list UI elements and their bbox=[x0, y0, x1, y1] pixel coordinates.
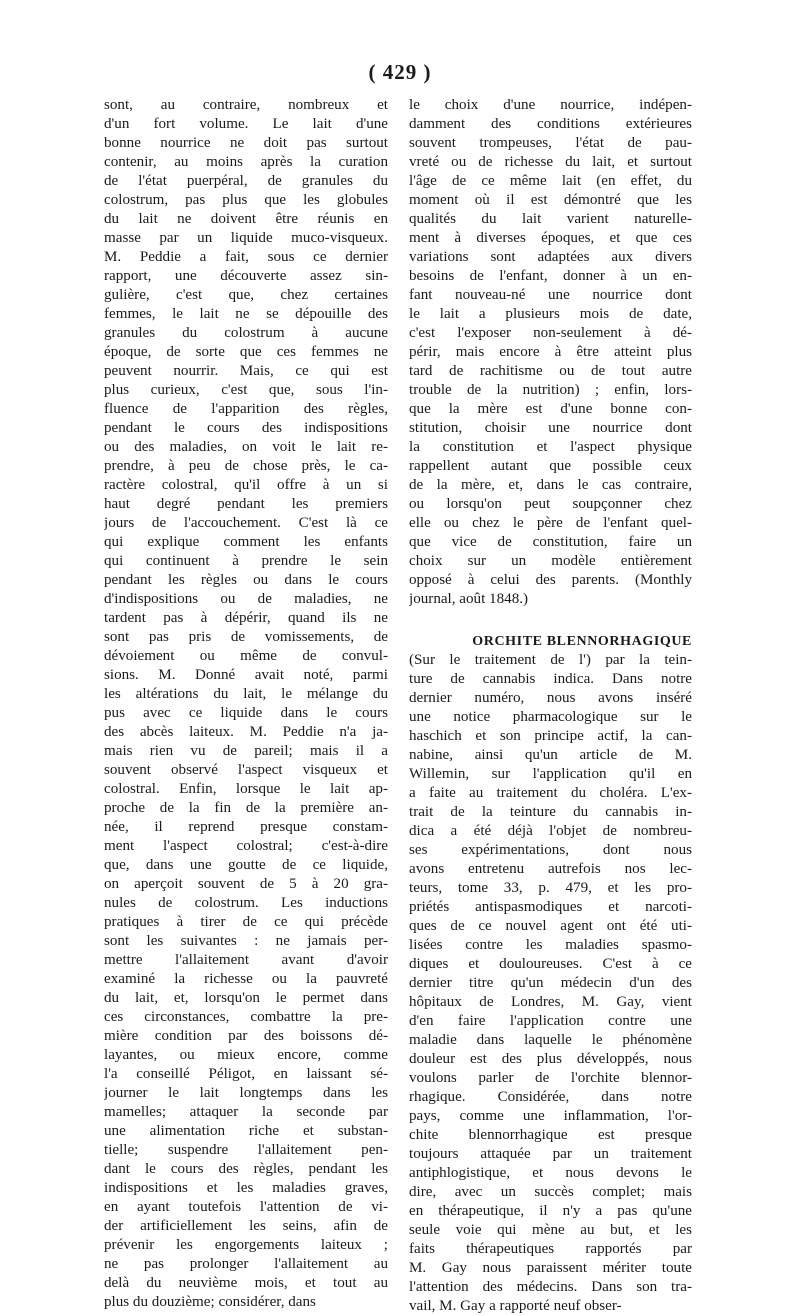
left-column-line: layantes, ou mieux encore, comme bbox=[104, 1047, 388, 1063]
left-column-line: tardent pas à dépérir, quand ils ne bbox=[104, 610, 388, 626]
right-column-line: variations sont adaptées aux divers bbox=[409, 249, 692, 265]
right-column-line: d'en faire l'application contre une bbox=[409, 1013, 692, 1029]
left-column-line: mettre l'allaitement avant d'avoir bbox=[104, 952, 388, 968]
section-heading: ORCHITE BLENNORHAGIQUE bbox=[472, 634, 692, 649]
left-column-line: M. Peddie a fait, sous ce dernier bbox=[104, 249, 388, 265]
right-column-line: diques et douloureuses. C'est à ce bbox=[409, 956, 692, 972]
left-column-line: ment l'aspect colostral; c'est-à-dire bbox=[104, 838, 388, 854]
left-column-line: examiné la richesse ou la pauvreté bbox=[104, 971, 388, 987]
right-column-line: qualités du lait varient naturelle- bbox=[409, 211, 692, 227]
left-column-line: ractère colostral, qu'il offre à un si bbox=[104, 477, 388, 493]
left-column-line: nules de colostrum. Les inductions bbox=[104, 895, 388, 911]
left-column-line: tielle; suspendre l'allaitement pen- bbox=[104, 1142, 388, 1158]
right-column-line: tard de rachitisme ou de tout autre bbox=[409, 363, 692, 379]
right-column-line: la constitution et l'aspect physique bbox=[409, 439, 692, 455]
left-column-line: époque, de sorte que ces femmes ne bbox=[104, 344, 388, 360]
right-column-line: opposé à celui des parents. (Monthly bbox=[409, 572, 692, 588]
right-column-line: rhagique. Considérée, dans notre bbox=[409, 1089, 692, 1105]
right-column-line: souvent trompeuses, l'état de pau- bbox=[409, 135, 692, 151]
right-column-line: elle ou chez le père de l'enfant quel- bbox=[409, 515, 692, 531]
right-column-line: voulons parler de l'orchite blennor- bbox=[409, 1070, 692, 1086]
left-column-line: sont les suivantes : ne jamais per- bbox=[104, 933, 388, 949]
right-column-line: rappellent autant que possible ceux bbox=[409, 458, 692, 474]
right-column-line: ment à diverses époques, et que ces bbox=[409, 230, 692, 246]
left-column-line: pratiques à tirer de ce qui précède bbox=[104, 914, 388, 930]
left-column-line: des abcès laiteux. M. Peddie n'a ja- bbox=[104, 724, 388, 740]
left-column-line: sont pas pris de vomissements, de bbox=[104, 629, 388, 645]
right-column-line: dernier titre qu'un médecin d'un des bbox=[409, 975, 692, 991]
right-column-line: trait de la teinture du cannabis in- bbox=[409, 804, 692, 820]
left-column-line: on aperçoit souvent de 5 à 20 gra- bbox=[104, 876, 388, 892]
left-column-line: colostrum, pas plus que les globules bbox=[104, 192, 388, 208]
right-column-line: en thérapeutique, il n'y a pas qu'une bbox=[409, 1203, 692, 1219]
right-column-line: antiphlogistique, et nous devons le bbox=[409, 1165, 692, 1181]
left-column-line: haut degré pendant les premiers bbox=[104, 496, 388, 512]
left-column-line: indispositions et les maladies graves, bbox=[104, 1180, 388, 1196]
right-column bbox=[409, 96, 692, 1316]
right-column-line: damment des conditions extérieures bbox=[409, 116, 692, 132]
right-column-line: haschich et son principe actif, la can- bbox=[409, 728, 692, 744]
left-column-line: l'a conseillé Péligot, en laissant sé- bbox=[104, 1066, 388, 1082]
left-column-line: souvent observé l'aspect visqueux et bbox=[104, 762, 388, 778]
right-column-line: seule voie qui mène au but, et les bbox=[409, 1222, 692, 1238]
right-column-line: que vice de constitution, faire un bbox=[409, 534, 692, 550]
left-column-line: d'un fort volume. Le lait d'une bbox=[104, 116, 388, 132]
right-column-line: de la mère, et, dans le cas contraire, bbox=[409, 477, 692, 493]
right-column-line: que la mère est d'une bonne con- bbox=[409, 401, 692, 417]
right-column-line: chite blennorrhagique est presque bbox=[409, 1127, 692, 1143]
left-column-line: delà du neuvième mois, et tout au bbox=[104, 1275, 388, 1291]
left-column-line: pus avec ce liquide dans le cours bbox=[104, 705, 388, 721]
right-column-line: faits thérapeutiques rapportés par bbox=[409, 1241, 692, 1257]
left-column-line: proche de la fin de la première an- bbox=[104, 800, 388, 816]
section-gap bbox=[409, 609, 692, 632]
left-column-line: du lait, et, lorsqu'on le permet dans bbox=[104, 990, 388, 1006]
left-column-line: gulière, c'est que, chez certaines bbox=[104, 287, 388, 303]
left-column-line: der artificiellement les seins, afin de bbox=[104, 1218, 388, 1234]
right-column-line: (Sur le traitement de l') par la tein- bbox=[409, 652, 692, 668]
right-column-line: dernier numéro, nous avons inséré bbox=[409, 690, 692, 706]
right-column-line: trouble de la nutrition) ; enfin, lors- bbox=[409, 382, 692, 398]
right-column-part-2 bbox=[409, 651, 692, 1316]
right-column-line: le choix d'une nourrice, indépen- bbox=[409, 97, 692, 113]
left-column-line: masse par un liquide muco-visqueux. bbox=[104, 230, 388, 246]
right-column-line: priétés antispasmodiques et narcoti- bbox=[409, 899, 692, 915]
right-column-line: vail, M. Gay a rapporté neuf obser- bbox=[409, 1298, 622, 1314]
left-column-line: granules du colostrum à aucune bbox=[104, 325, 388, 341]
right-column-part-1 bbox=[409, 96, 692, 609]
left-column-line: sions. M. Donné avait noté, parmi bbox=[104, 667, 388, 683]
right-column-line: avons entretenu autrefois nos lec- bbox=[409, 861, 692, 877]
left-column-line: qui continuent à prendre le sein bbox=[104, 553, 388, 569]
left-column-line: journer le lait longtemps dans les bbox=[104, 1085, 388, 1101]
right-column-line: ou lorsqu'on peut soupçonner chez bbox=[409, 496, 692, 512]
right-column-line: une notice pharmacologique sur le bbox=[409, 709, 692, 725]
right-column-line: vreté ou de richesse du lait, et surtout bbox=[409, 154, 692, 170]
left-column-line: prendre, à peu de chose près, le ca- bbox=[104, 458, 388, 474]
right-column-line: ture de cannabis indica. Dans notre bbox=[409, 671, 692, 687]
right-column-line: toujours attaquée par un traitement bbox=[409, 1146, 692, 1162]
left-column-line: née, il reprend presque constam- bbox=[104, 819, 388, 835]
right-column-line: M. Gay nous paraissent mériter toute bbox=[409, 1260, 692, 1276]
left-column-line: ou des maladies, on voit le lait re- bbox=[104, 439, 388, 455]
right-column-line: journal, août 1848.) bbox=[409, 591, 529, 607]
right-column-line: pays, comme une inflammation, l'or- bbox=[409, 1108, 692, 1124]
left-column bbox=[104, 96, 388, 1312]
left-column-line: les altérations du lait, le mélange du bbox=[104, 686, 388, 702]
left-column-line: dant le cours des règles, pendant les bbox=[104, 1161, 388, 1177]
left-column-line: qui explique comment les enfants bbox=[104, 534, 388, 550]
right-column-line: stitution, choisir une nourrice dont bbox=[409, 420, 692, 436]
right-column-line: l'attention des médecins. Dans son tra- bbox=[409, 1279, 692, 1295]
right-column-line: moment où il est démontré que les bbox=[409, 192, 692, 208]
right-column-line: ques de ce nouvel agent ont été uti- bbox=[409, 918, 692, 934]
right-column-line: dire, avec un succès complet; mais bbox=[409, 1184, 692, 1200]
right-column-line: ses expérimentations, dont nous bbox=[409, 842, 692, 858]
left-column-line: prévenir les engorgements laiteux ; bbox=[104, 1237, 388, 1253]
left-column-line: mamelles; attaquer la seconde par bbox=[104, 1104, 388, 1120]
left-column-line: sont, au contraire, nombreux et bbox=[104, 97, 388, 113]
right-column-line: c'est l'exposer non-seulement à dé- bbox=[409, 325, 692, 341]
left-column-line: plus curieux, c'est que, sous l'in- bbox=[104, 382, 388, 398]
left-column-line: pendant les règles ou dans le cours bbox=[104, 572, 388, 588]
right-column-line: besoins de l'enfant, donner à un en- bbox=[409, 268, 692, 284]
right-column-line: lisées contre les maladies spasmo- bbox=[409, 937, 692, 953]
left-column-line: ne pas prolonger l'allaitement au bbox=[104, 1256, 388, 1272]
left-column-line: que, dans une goutte de ce liquide, bbox=[104, 857, 388, 873]
left-column-line: femmes, le lait ne se dépouille des bbox=[104, 306, 388, 322]
right-column-line: teurs, tome 33, p. 479, et les pro- bbox=[409, 880, 692, 896]
left-column-line: une alimentation riche et substan- bbox=[104, 1123, 388, 1139]
left-column-line: rapport, une découverte assez sin- bbox=[104, 268, 388, 284]
right-column-line: l'âge de ce même lait (en effet, du bbox=[409, 173, 692, 189]
left-column-line: peuvent nourrir. Mais, ce qui est bbox=[104, 363, 388, 379]
left-column-line: colostral. Enfin, lorsque le lait ap- bbox=[104, 781, 388, 797]
right-column-line: nabine, ainsi qu'un article de M. bbox=[409, 747, 692, 763]
left-column-line: fluence de l'apparition des règles, bbox=[104, 401, 388, 417]
right-column-line: dica a été déjà l'objet de nombreu- bbox=[409, 823, 692, 839]
left-column-line: mais rien vu de pareil; mais il a bbox=[104, 743, 388, 759]
page-number: ( 429 ) bbox=[368, 60, 432, 84]
right-column-line: maladie dans laquelle le phénomène bbox=[409, 1032, 692, 1048]
left-column-line: pendant le cours des indispositions bbox=[104, 420, 388, 436]
right-column-line: fant nouveau-né une nourrice dont bbox=[409, 287, 692, 303]
left-column-line: d'indispositions ou de maladies, ne bbox=[104, 591, 388, 607]
right-column-line: le lait a plusieurs mois de date, bbox=[409, 306, 692, 322]
left-column-line: en ayant toutefois l'attention de vi- bbox=[104, 1199, 388, 1215]
right-column-line: périr, mais encore à être atteint plus bbox=[409, 344, 692, 360]
left-column-line: contenir, au moins après la curation bbox=[104, 154, 388, 170]
left-column-line: mière condition par des boissons dé- bbox=[104, 1028, 388, 1044]
right-column-line: douleur est des plus développés, nous bbox=[409, 1051, 692, 1067]
right-column-line: choix sur un modèle entièrement bbox=[409, 553, 692, 569]
right-column-line: Willemin, sur l'application qu'il en bbox=[409, 766, 692, 782]
left-column-line: plus du douzième; considérer, dans bbox=[104, 1294, 316, 1310]
left-column-line: de l'état puerpéral, de granules du bbox=[104, 173, 388, 189]
left-column-line: ces circonstances, combattre la pre- bbox=[104, 1009, 388, 1025]
left-column-line: dévoiement ou même de convul- bbox=[104, 648, 388, 664]
left-column-line: jours de l'accouchement. C'est là ce bbox=[104, 515, 388, 531]
left-column-line: bonne nourrice ne doit pas surtout bbox=[104, 135, 388, 151]
right-column-line: a faite au traitement du choléra. L'ex- bbox=[409, 785, 692, 801]
left-column-line: du lait ne doivent être réunis en bbox=[104, 211, 388, 227]
right-column-line: hôpitaux de Londres, M. Gay, vient bbox=[409, 994, 692, 1010]
